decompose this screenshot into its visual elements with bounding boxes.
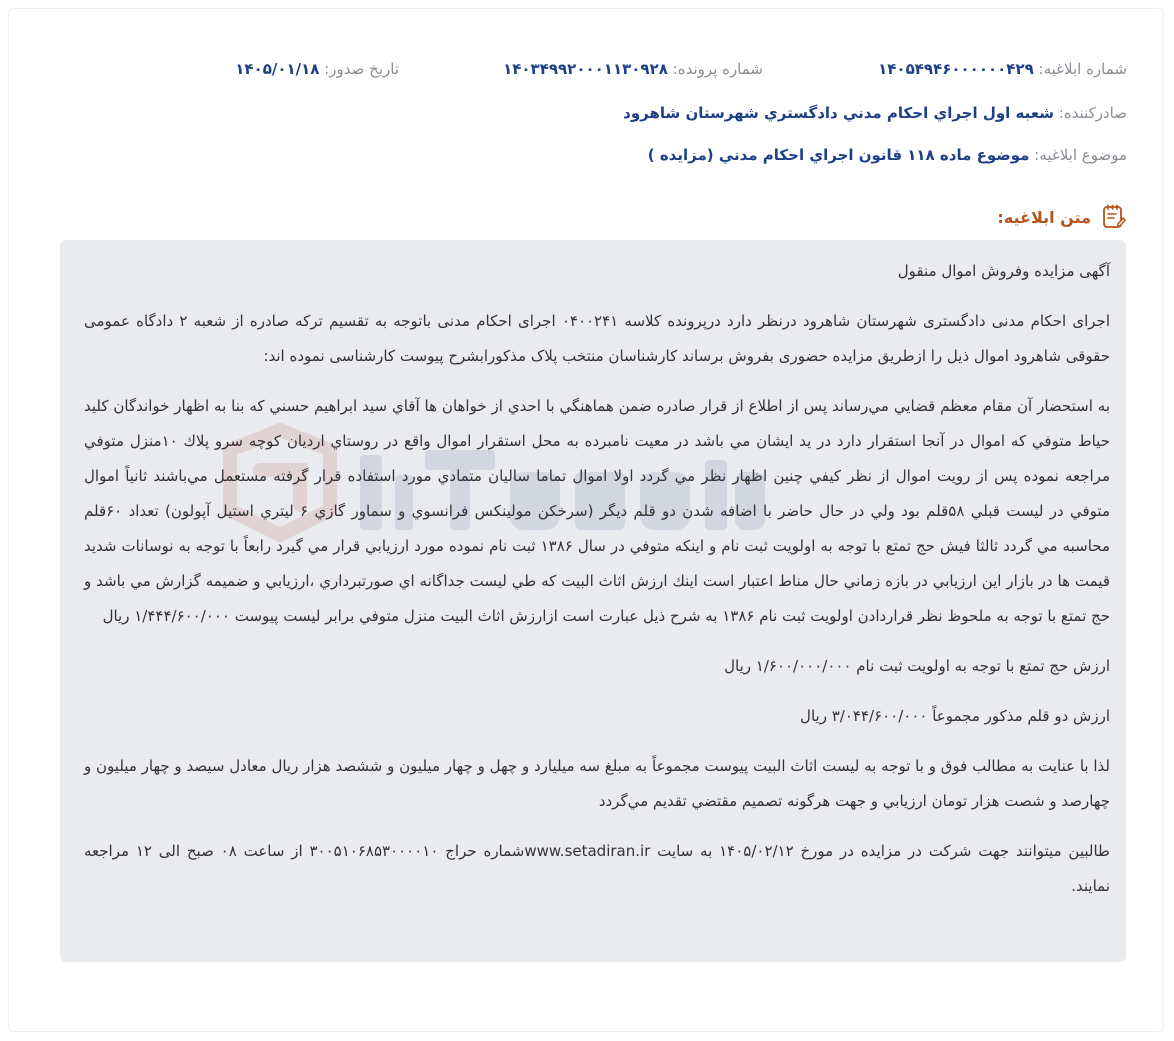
body-paragraph: آگهی مزایده وفروش اموال منقول (897, 262, 1110, 280)
body-paragraph: ارزش حج تمتع با توجه به اولويت ثبت نام ۱/۶۰۰/۰۰۰/۰۰۰ ريال (724, 657, 1110, 675)
issuer-row (45, 101, 1127, 125)
subject-row (45, 143, 1127, 167)
notice-number-label: شماره ابلاغیه: (1038, 60, 1127, 78)
notice-card (8, 8, 1164, 1032)
subject-label: موضوع ابلاغیه: (1034, 146, 1127, 164)
case-number-label: شماره پرونده: (672, 60, 763, 78)
notice-text-heading (997, 203, 1127, 231)
notice-number (878, 57, 1127, 81)
notice-body (60, 240, 1126, 962)
notice-text-title: متن ابلاغیه: (997, 207, 1091, 227)
case-number (503, 57, 763, 81)
issuer-label: صادرکننده: (1058, 104, 1127, 122)
body-paragraph: طالبین میتوانند جهت شرکت در مزایده در مورخ ۱۴۰۵/۰۲/۱۲ به سایت www.setadiran.irشماره حراج ۳۰۰۵۱۰۶۸۵۳۰۰۰۰۱۰ از ساعت ۰۸ صبح الی ۱۲ مراجعه نمایند. (84, 842, 1110, 895)
body-paragraph: لذا با عنايت به مطالب فوق و با توجه به ليست اثاث البيت پيوست مجموعاً به مبلغ سه ميليارد و چهل و چهار ميليون و ششصد هزار ريال معادل سيصد و چهار ميليون و چهارصد و شصت هزار تومان ارزيابي و جهت هرگونه تصميم مقتضي تقديم مي‌گردد (84, 757, 1110, 810)
issue-date-value: ۱۴۰۵/۰۱/۱۸ (235, 60, 320, 78)
body-paragraph: اجرای احکام مدنی دادگستری شهرستان شاهرود درنظر دارد درپرونده کلاسه ۰۴۰۰۲۴۱ اجرای احکام مدنی باتوجه به تقسیم ترکه صادره از شعبه ۲ دادگاه عمومی حقوقی شاهرود اموال ذیل را ازطریق مزایده حضوری بفروش برساند کارشناسان منتخب پلاک مذکورابشرح پیوست کارشناسی نموده اند: (84, 312, 1110, 365)
case-number-value: ۱۴۰۳۴۹۹۲۰۰۰۱۱۳۰۹۲۸ (503, 60, 668, 78)
body-paragraph: به استحضار آن مقام معظم قضايي مي‌رساند پس از اطلاع از قرار صادره ضمن هماهنگي با احدي از خواهان ها آقاي سيد ابراهيم حسني كه بنا به اظهار خواندگان كليد حياط متوفي كه اموال در آنجا استقرار دارد در يد ايشان مي باشد در معيت نامبرده به محل استقرار اموال واقع در روستاي ارديان كوچه سرو پلاك ۱۰منزل متوفي مراجعه نموده پس از رويت اموال از نظر كيفي چنين اظهار نظر مي گردد اولا اموال تماما ساليان متمادي مورد استفاده قرار گرفته مستعمل مي‌باشند ثانياً اموال متوفي در ليست قبلي ۵۸قلم بود ولي در حال حاضر با اضافه شدن دو قلم ديگر (سرخكن مولينكس فرانسوي و سماور گازي ۶ ليتري استيل آپولون) تعداد ۶۰قلم محاسبه مي گردد ثالثا فيش حج تمتع با توجه به اولويت ثبت نام و اينكه متوفي در سال ۱۳۸۶ ثبت نام نموده مورد ارزيابي قرار مي گيرد رابعاً با توجه به نوسانات شديد قيمت ها در بازار اين ارزيابي در بازه زماني حال مناط اعتبار است اينك ارزش اثاث البيت كه طي ليست جداگانه اي صورتبرداري ،ارزيابي و ضميمه گزارش مي باشد و حج تمتع با توجه به ملحوظ نظر قراردادن اولويت ثبت نام ۱۳۸۶ به شرح ذيل عبارت است ازارزش اثاث البيت منزل متوفي برابر ليست پيوست ۱/۴۴۴/۶۰۰/۰۰۰ ريال (84, 397, 1110, 625)
body-paragraph: ارزش دو قلم مذكور مجموعاً ۳/۰۴۴/۶۰۰/۰۰۰ ريال (800, 707, 1110, 725)
notice-text-icon (1099, 203, 1127, 231)
subject-value: موضوع ماده ١١٨ قانون اجراي احكام مدني (مزايده ) (647, 146, 1030, 164)
notice-number-value: ۱۴۰۵۴۹۴۶۰۰۰۰۰۰۴۲۹ (878, 60, 1034, 78)
issuer-value: شعبه اول اجراي احكام مدني دادگستري شهرستان شاهرود (623, 104, 1054, 122)
issue-date-label: تاریخ صدور: (324, 60, 399, 78)
issue-date (235, 57, 399, 81)
